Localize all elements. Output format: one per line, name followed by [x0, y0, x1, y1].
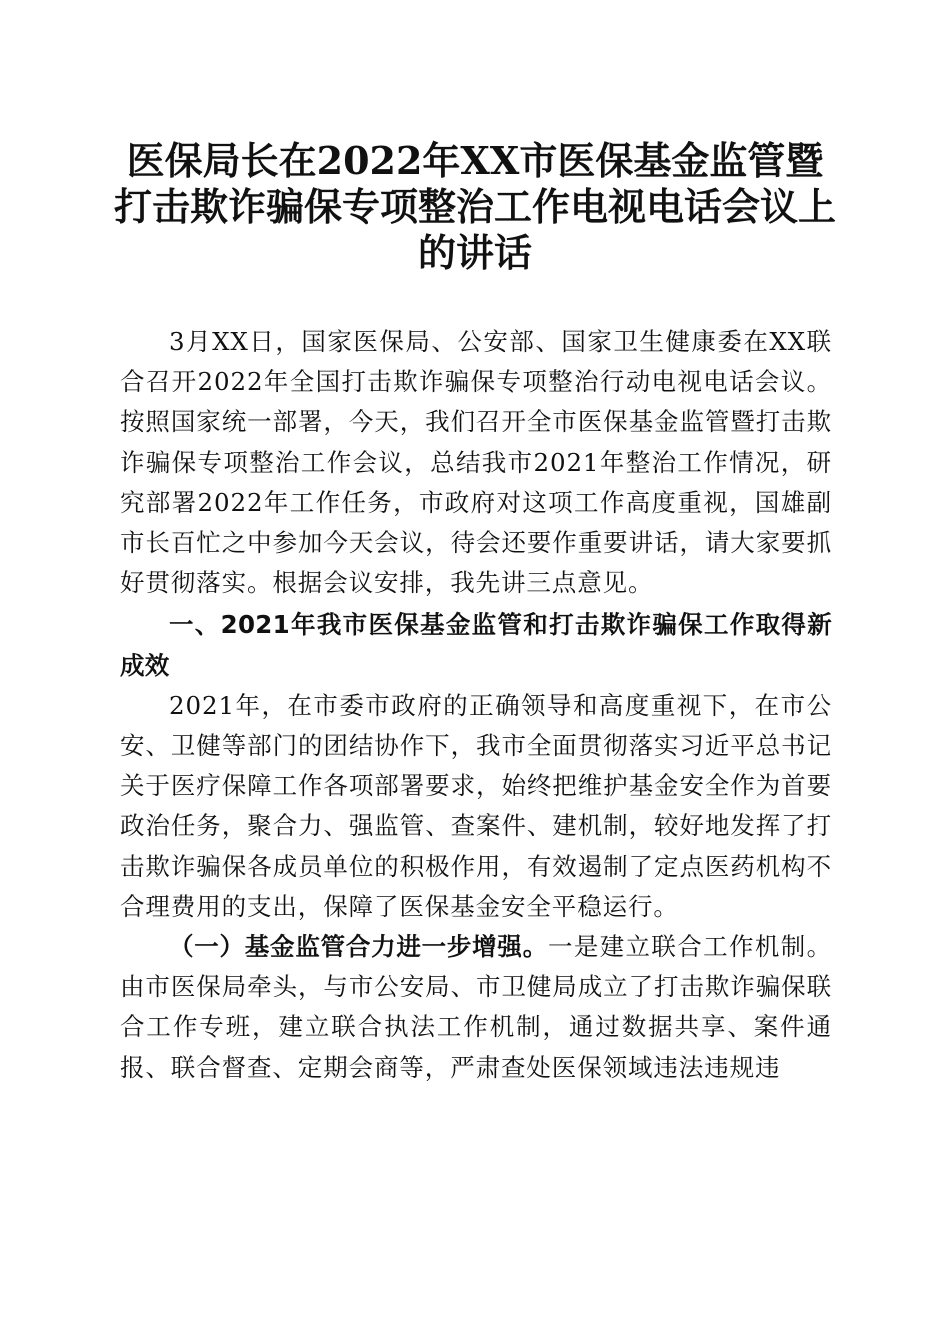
document-title: 医保局长在2022年XX市医保基金监管暨打击欺诈骗保专项整治工作电视电话会议上的讲话 — [113, 138, 836, 275]
subsection-1-paragraph — [120, 927, 832, 1088]
section-heading-1: 一、2021年我市医保基金监管和打击欺诈骗保工作取得新成效 — [120, 610, 832, 680]
section-1-paragraph: 2021年，在市委市政府的正确领导和高度重视下，在市公安、卫健等部门的团结协作下，我市全面贯彻落实习近平总书记关于医疗保障工作各项部署要求，始终把维护基金安全作为首要政治任务，聚合力、强监管、查案件、建机制，较好地发挥了打击欺诈骗保各成员单位的积极作用，有效遏制了定点医药机构不合理费用的支出，保障了医保基金安全平稳运行。 — [120, 690, 832, 921]
subsection-1-text: 一是建立联合工作机制。由市医保局牵头，与市公安局、市卫健局成立了打击欺诈骗保联合工作专班，建立联合执法工作机制，通过数据共享、案件通报、联合督查、定期会商等，严肃查处医保领域违法违规违 — [120, 932, 833, 1082]
subsection-heading-1: （一）基金监管合力进一步增强。 — [169, 932, 548, 962]
intro-paragraph: 3月XX日，国家医保局、公安部、国家卫生健康委在XX联合召开2022年全国打击欺诈骗保专项整治行动电视电话会议。按照国家统一部署，今天，我们召开全市医保基金监管暨打击欺诈骗保专项整治工作会议，总结我市2021年整治工作情况，研究部署2022年工作任务，市政府对这项工作高度重视，国雄副市长百忙之中参加今天会议，待会还要作重要讲话，请大家要抓好贯彻落实。根据会议安排，我先讲三点意见。 — [120, 327, 832, 598]
document-body — [120, 322, 832, 1088]
